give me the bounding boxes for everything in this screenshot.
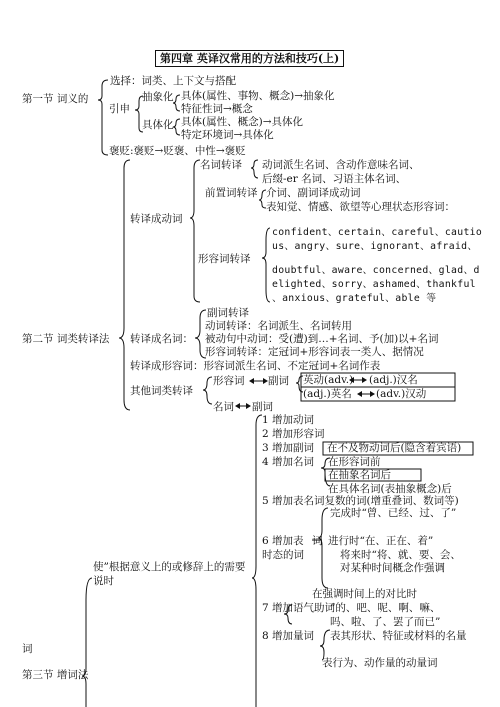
item-8b: 表行为、动作量的动量词 [322, 657, 438, 669]
item-7: 7 增加语气助词 [262, 602, 336, 614]
section1-brace [98, 80, 108, 155]
item-7b: 吗、啦、了、罢了而已” [330, 616, 441, 628]
noun-conv-item-1: 动词派生名词、含动作意味名词、 [262, 159, 420, 171]
item-2: 2 增加形容词 [262, 428, 325, 440]
other-label: 其他词类转译 [130, 385, 193, 397]
item-4a: 在形容词前 [328, 456, 381, 468]
abstract-brace [173, 95, 180, 111]
concrete-item-1: 具体(属性、概念)→具体化 [181, 116, 303, 128]
adj-words-2: us、angry、sure、ignorant、afraid、 [272, 241, 478, 252]
item-6-word: 词 [312, 535, 323, 547]
intro-line-2: 说时 [93, 575, 114, 587]
item-6: 6 增加表 [262, 535, 304, 547]
item-1: 1 增加动词 [262, 414, 315, 426]
other-adj: 形容词 [213, 375, 245, 387]
section2-label: 第二节 词类转译法 [22, 333, 110, 345]
other-adv2: 副词 [252, 401, 273, 413]
item-6a: 完成时“曾、已经、过、了” [330, 507, 457, 519]
other-brace [203, 377, 212, 404]
extend-label: 引申 [109, 103, 130, 115]
i6-brace [318, 508, 328, 588]
double-arrow-1 [249, 378, 268, 384]
other-adv: 副词 [268, 375, 289, 387]
noun-conv-label: 名词转译 [200, 159, 242, 171]
item-6c: 进行时“在、正在、着” [328, 535, 434, 547]
item-6e: 对某种时间概念作强调 [340, 562, 445, 574]
item-6b: 时态的词 [262, 549, 304, 561]
item-5: 5 增加表名词复数的词(增重叠词、数词等) [262, 495, 459, 507]
adj-conv-label: 形容词转译 [198, 253, 251, 265]
passive-text: 被动句中动词：受(遭)到…+名词、予(加)以+名词 [205, 333, 439, 345]
adj-conv-brace [262, 228, 270, 302]
item-4b: 在抽象名词后 [328, 469, 391, 481]
adj-words-4: elighted、sorry、ashamed、thankful [272, 279, 476, 290]
item-4: 4 增加名词 [262, 456, 315, 468]
adj-words-5: 、anxious、grateful、able 等 [272, 293, 437, 304]
item-8a: 表其形状、特征或材料的名量 [330, 630, 467, 642]
section3-items-brace [252, 415, 262, 707]
select-text: 选择：词类、上下文与搭配 [110, 75, 236, 87]
to-adj-text: 转译成形容词：形容词派生名词、不定冠词+名词作表 [130, 360, 381, 372]
abstract-item-1: 具体(属性、事物、概念)→抽象化 [181, 90, 335, 102]
other-adj-cn: (adj.)汉名 [369, 374, 418, 386]
prep-conv-item-1: 介词、副词译成动词 [266, 187, 361, 199]
noun-conv-item-2: 后缀-er 名词、习语主体名词、 [262, 173, 407, 185]
to-noun-label: 转译成名词： [130, 333, 193, 345]
prep-conv-label: 前置词转译 [205, 187, 258, 199]
section3-label: 第三节 增词法 [22, 669, 89, 681]
concrete-brace [173, 119, 180, 135]
abstract-label: 抽象化 [142, 91, 174, 103]
adv-options-brace [296, 376, 303, 392]
adj-words-1: confident、certain、careful、cautio [272, 227, 483, 238]
section2-brace [119, 160, 130, 410]
adj-to-noun-text: 形容词转译：定冠词+形容词表一类人、据情况 [205, 346, 424, 358]
abstract-item-2: 特征性词→概念 [181, 103, 253, 115]
item-6d: 将来时“将、就、要、会、 [340, 549, 461, 561]
i8-brace [320, 630, 330, 660]
prep-conv-brace [259, 190, 266, 208]
verb-conv-text: 动词转译：名词派生、名词转用 [205, 320, 352, 332]
item-3a: 在不及物动词后(隐含着宾语) [327, 442, 462, 454]
item-4c: 在具体名词(表抽象概念)后 [328, 483, 452, 495]
word-char: 词 [22, 643, 33, 655]
to-verb-brace [190, 160, 200, 302]
page-title: 第四章 英译汉常用的方法和技巧(上) [155, 50, 344, 67]
intro-line-1: 使”根据意义上的或修辞上的需要 [93, 561, 246, 573]
item-8: 8 增加量词 [262, 630, 315, 642]
other-noun: 名词 [213, 401, 234, 413]
other-adv-cn: 英动(adv.) [303, 374, 354, 386]
item-3: 3 增加副词 [262, 442, 315, 454]
adj-words-3: doubtful、aware、concerned、glad、d [272, 265, 480, 276]
praise-text: 褒贬:褒贬→贬褒、中性→褒贬 [109, 145, 246, 157]
item-7a: “的、吧、呢、啊、嘛、 [330, 602, 441, 614]
noun-conv-brace [251, 160, 258, 178]
item-6f: 在强调时间上的对比时 [312, 588, 417, 600]
concrete-label: 具体化 [142, 119, 174, 131]
section3-main-brace [82, 578, 92, 707]
section1-label: 第一节 词义的 [22, 93, 89, 105]
other-adj-cn2: (adj.)英名 [303, 388, 352, 400]
double-arrow-4 [235, 403, 251, 409]
double-arrow-3 [357, 391, 375, 397]
to-verb-label: 转译成动词 [130, 213, 183, 225]
prep-conv-item-2: 表知觉、情感、欲望等心理状态形容词： [266, 201, 455, 213]
adv-conv-label: 副词转译 [207, 307, 249, 319]
other-adv-cn2: (adv.)汉动 [376, 388, 427, 400]
concrete-item-2: 特定环境词→具体化 [181, 129, 274, 141]
